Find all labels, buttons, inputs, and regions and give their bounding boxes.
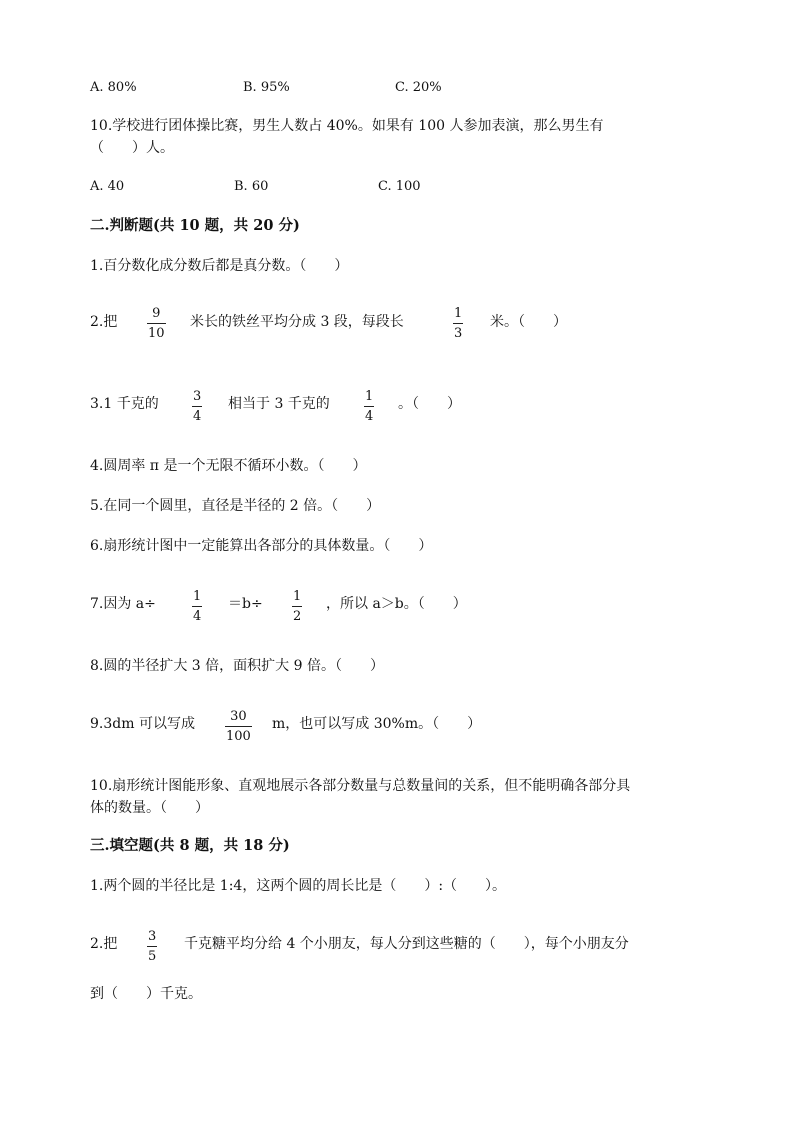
s3-q1: 1.两个圆的半径比是 1:4，这两个圆的周长比是（ ）:（ ）。	[90, 878, 507, 894]
s2-q2-text-b: 米长的铁丝平均分成 3 段，每段长	[190, 314, 404, 330]
s2-q10-line1: 10.扇形统计图能形象、直观地展示各部分数量与总数量间的关系，但不能明确各部分具	[90, 778, 631, 794]
s2-q10-line2: 体的数量。（ ）	[90, 800, 209, 816]
q10-option-c: C. 100	[378, 179, 421, 194]
s2-q3-text-c: 。（ ）	[398, 396, 461, 412]
s2-q4: 4.圆周率 π 是一个无限不循环小数。（ ）	[90, 458, 367, 474]
s2-q3-text-b: 相当于 3 千克的	[228, 396, 330, 412]
section3-title: 三.填空题(共 8 题，共 18 分)	[90, 837, 290, 854]
s2-q7-fraction-1: 1 4	[193, 589, 202, 624]
s2-q7-fraction-2: 1 2	[293, 589, 302, 624]
s2-q1: 1.百分数化成分数后都是真分数。（ ）	[90, 258, 349, 274]
s2-q7-text-b: ＝b÷	[228, 596, 263, 612]
s2-q7-text-a: 7.因为 a÷	[90, 596, 156, 612]
s2-q9-fraction: 30 100	[226, 709, 251, 744]
q10-text-line1: 10.学校进行团体操比赛，男生人数占 40%。如果有 100 人参加表演，那么男生有	[90, 118, 604, 134]
s2-q9-text-b: m，也可以写成 30%m。（ ）	[272, 716, 482, 732]
q10-option-a: A. 40	[90, 179, 125, 194]
s2-q2-text-c: 米。（ ）	[490, 314, 567, 330]
s3-q2-text-b: 千克糖平均分给 4 个小朋友，每人分到这些糖的（ ），每个小朋友分	[184, 936, 629, 952]
q10-option-b: B. 60	[234, 179, 269, 194]
q9-option-a: A. 80%	[90, 80, 137, 95]
s2-q9-text-a: 9.3dm 可以写成	[90, 716, 195, 732]
s3-q2-fraction: 3 5	[148, 929, 157, 964]
s2-q2-fraction-2: 1 3	[454, 306, 463, 341]
s2-q3-text-a: 3.1 千克的	[90, 396, 159, 412]
q9-option-c: C. 20%	[395, 80, 442, 95]
s2-q6: 6.扇形统计图中一定能算出各部分的具体数量。（ ）	[90, 538, 433, 554]
q9-option-b: B. 95%	[243, 80, 290, 95]
s2-q3-fraction-1: 3 4	[193, 389, 202, 424]
s2-q8: 8.圆的半径扩大 3 倍，面积扩大 9 倍。（ ）	[90, 658, 384, 674]
s3-q2-text-a: 2.把	[90, 936, 118, 952]
s2-q7-text-c: ，所以 a＞b。（ ）	[326, 596, 467, 612]
section2-title: 二.判断题(共 10 题，共 20 分)	[90, 217, 300, 234]
s2-q5: 5.在同一个圆里，直径是半径的 2 倍。（ ）	[90, 498, 381, 514]
s2-q2-fraction-1: 9 10	[148, 306, 165, 341]
s2-q3-fraction-2: 1 4	[365, 389, 374, 424]
q10-text-line2: （ ）人。	[90, 140, 174, 156]
s3-q2-line2: 到（ ）千克。	[90, 986, 202, 1002]
s2-q2-text-a: 2.把	[90, 314, 118, 330]
